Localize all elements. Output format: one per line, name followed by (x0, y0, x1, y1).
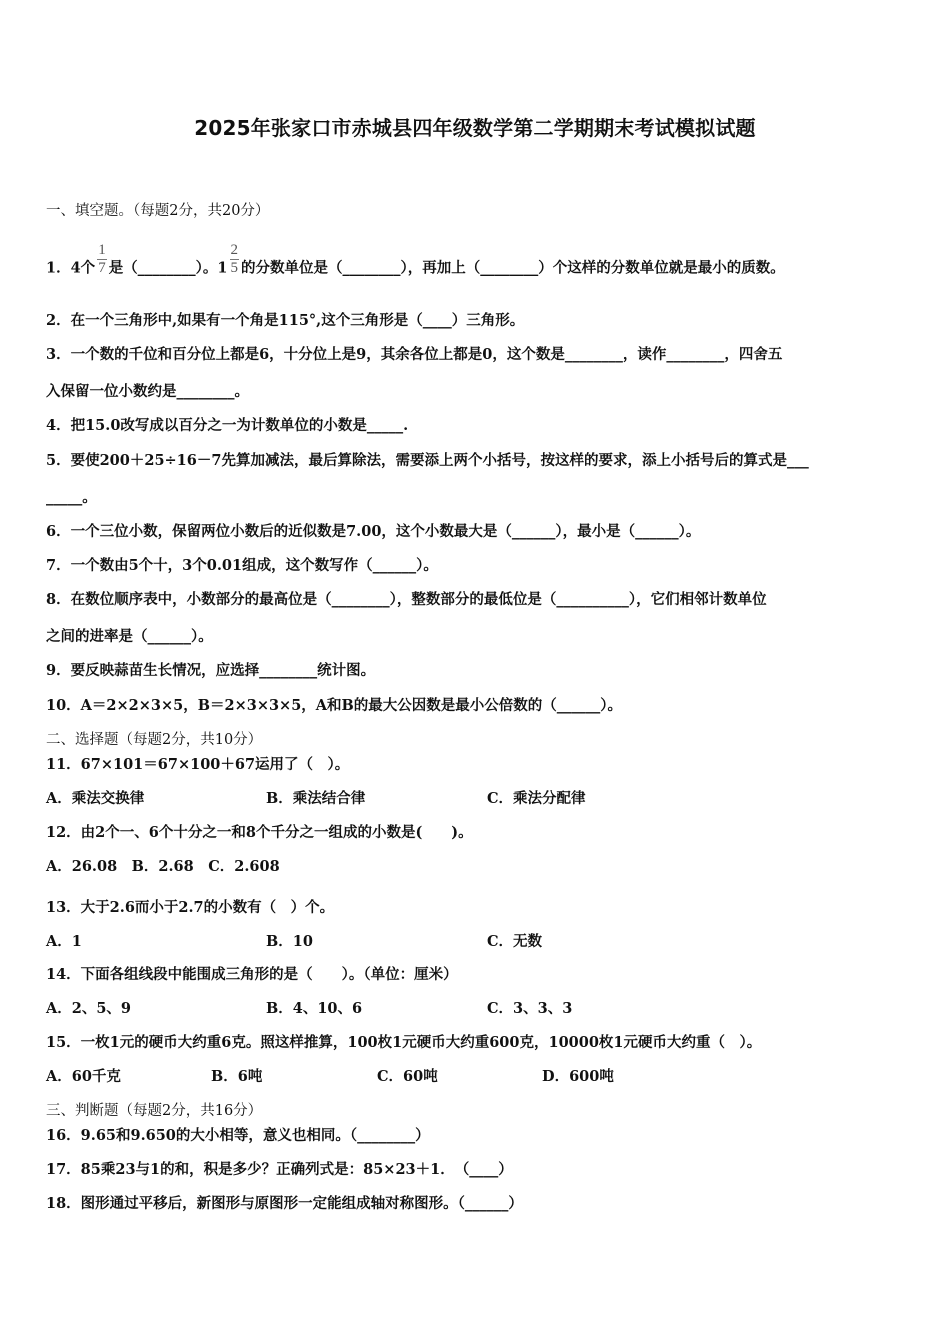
question-8-line-1: 8．在数位顺序表中，小数部分的最高位是（________），整数部分的最低位是（__________），它们相邻计数单位 (46, 591, 767, 608)
question-5-line-1: 5．要使200＋25÷16－7先算加减法，最后算除法，需要添上两个小括号，按这样的要求，添上小括号后的算式是___ (46, 452, 809, 469)
question-3-line-2: 入保留一位小数约是________。 (46, 383, 249, 400)
question-11: 11．67×101＝67×100＋67运用了（ ）。 (46, 756, 350, 773)
fraction-one-seventh: $\frac{1}{7}$ (98, 242, 106, 276)
q1-part-b: 是（________）。1 (108, 259, 228, 277)
question-6: 6．一个三位小数，保留两位小数后的近似数是7.00，这个小数最大是（______），最小是（______）。 (46, 523, 701, 540)
question-2: 2．在一个三角形中,如果有一个角是115°,这个三角形是（____）三角形。 (46, 312, 525, 329)
page-title: 2025年张家口市赤城县四年级数学第二学期期末考试模拟试题 (194, 116, 756, 140)
q14-option-b: B．4、10、6 (266, 1000, 363, 1017)
q15-option-c: C．60吨 (377, 1068, 438, 1085)
section-header-choice: 二、选择题（每题2分，共10分） (46, 732, 263, 748)
fraction-two-fifths: $\frac{2}{5}$ (230, 242, 239, 276)
q14-option-c: C．3、3、3 (487, 1000, 573, 1017)
q15-option-b: B．6吨 (211, 1068, 263, 1085)
question-1 (46, 242, 785, 286)
question-10: 10．A＝2×2×3×5，B＝2×3×3×5，A和B的最大公因数是最小公倍数的（______）。 (46, 697, 623, 714)
question-3-line-1: 3．一个数的千位和百分位上都是6，十分位上是9，其余各位上都是0，这个数是________，读作________，四舍五 (46, 346, 783, 363)
question-9: 9．要反映蒜苗生长情况，应选择________统计图。 (46, 662, 376, 679)
question-12: 12．由2个一、6个十分之一和8个千分之一组成的小数是( )。 (46, 824, 473, 841)
question-16: 16．9.65和9.650的大小相等，意义也相同。（________） (46, 1127, 430, 1144)
question-15: 15．一枚1元的硬币大约重6克。照这样推算，100枚1元硬币大约重600克，10000枚1元硬币大约重（ ）。 (46, 1034, 762, 1051)
q12-options: A．26.08 B．2.68 C．2.608 (46, 858, 280, 875)
q13-option-a: A．1 (46, 933, 82, 950)
question-13: 13．大于2.6而小于2.7的小数有（ ）个。 (46, 899, 335, 916)
q13-option-c: C．无数 (487, 933, 543, 950)
q11-option-b: B．乘法结合律 (266, 790, 366, 807)
q13-option-b: B．10 (266, 933, 313, 950)
q15-option-a: A．60千克 (46, 1068, 121, 1085)
question-8-line-2: 之间的进率是（______）。 (46, 628, 213, 645)
q1-part-c: 的分数单位是（________），再加上（________）个这样的分数单位就是最小的质数。 (241, 259, 785, 277)
section-header-judgement: 三、判断题（每题2分，共16分） (46, 1103, 263, 1119)
q1-part-a: 1．4个 (46, 259, 96, 277)
question-17: 17．85乘23与1的和，积是多少？正确列式是：85×23＋1． （____） (46, 1161, 513, 1178)
question-5-line-2: _____。 (46, 489, 97, 506)
section-header-fill-in: 一、填空题。（每题2分，共20分） (46, 203, 270, 219)
question-7: 7．一个数由5个十，3个0.01组成，这个数写作（______）。 (46, 557, 438, 574)
q11-option-c: C．乘法分配律 (487, 790, 586, 807)
q15-option-d: D．600吨 (542, 1068, 614, 1085)
q14-option-a: A．2、5、9 (46, 1000, 132, 1017)
question-4: 4．把15.0改写成以百分之一为计数单位的小数是_____. (46, 417, 409, 434)
question-14: 14．下面各组线段中能围成三角形的是（ ）。（单位：厘米） (46, 966, 458, 983)
question-18: 18．图形通过平移后，新图形与原图形一定能组成轴对称图形。（______） (46, 1195, 523, 1212)
q11-option-a: A．乘法交换律 (46, 790, 145, 807)
